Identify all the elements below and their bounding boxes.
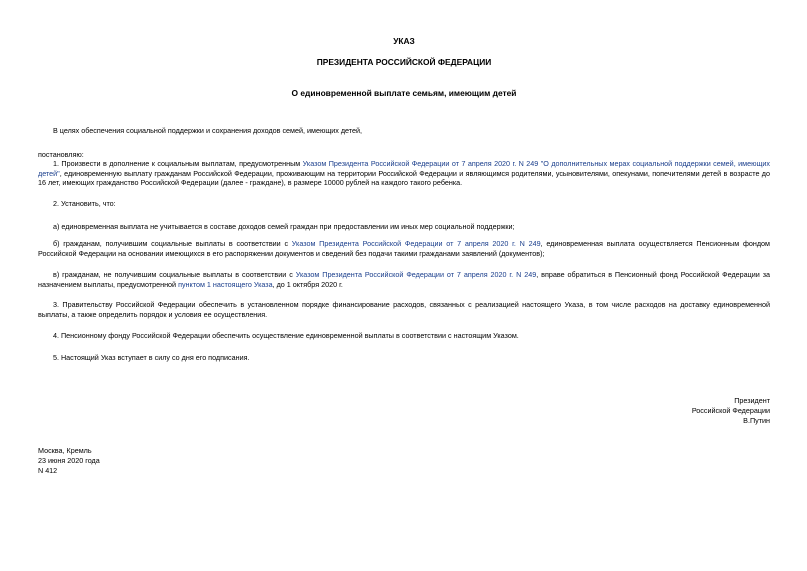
preamble: В целях обеспечения социальной поддержки и сохранения доходов семей, имеющих детей, bbox=[53, 126, 363, 135]
decree-249-link[interactable]: Указом Президента Российской Федерации от 7 апреля 2020 г. N 249 bbox=[295, 270, 537, 279]
paragraph-2: 2. Установить, что: bbox=[53, 199, 116, 208]
document-subtitle: О единовременной выплате семьям, имеющим детей bbox=[291, 88, 517, 98]
decree-249-link[interactable]: Указом Президента Российской Федерации от 7 апреля 2020 г. N 249 "О дополнительных мерах социальной поддержки семей, имеющих детей" bbox=[38, 159, 770, 178]
document-page bbox=[38, 0, 770, 571]
signature-name: В.Путин bbox=[743, 416, 770, 425]
paragraph-4: 4. Пенсионному фонду Российской Федерации обеспечить осуществление единовременной выплаты в соответствии с настоящим Указом. bbox=[53, 331, 519, 340]
place-date: 23 июня 2020 года bbox=[38, 456, 100, 465]
paragraph-5: 5. Настоящий Указ вступает в силу со дня его подписания. bbox=[53, 353, 250, 362]
paragraph-2a: а) единовременная выплата не учитывается в составе доходов семей граждан при предоставлении им иных мер социальной поддержки; bbox=[53, 222, 515, 231]
decree-249-link[interactable]: Указом Президента Российской Федерации от 7 апреля 2020 г. N 249 bbox=[291, 239, 541, 248]
decree-word: постановляю: bbox=[38, 150, 84, 159]
document-title: УКАЗ bbox=[393, 36, 415, 46]
paragraph-2c-text-c: , до 1 октября 2020 г. bbox=[272, 279, 343, 289]
paragraph-2b-text-a: б) гражданам, получившим социальные выплаты в соответствии с bbox=[53, 239, 292, 248]
paragraph-1-text-b: , единовременную выплату гражданам Российской Федерации, проживающим на территории Российской Федерации и являющимся родителями, усыновителями, опекунами, попечителями детей в возрасте до 16 лет, имеющих гражданство Российской Федерации (далее - граждане), в размере 10000 рублей на каждого такого ребенка. bbox=[38, 168, 770, 188]
signature-title: Президент bbox=[734, 396, 770, 405]
point-1-link[interactable]: пунктом 1 настоящего Указа bbox=[178, 279, 273, 289]
paragraph-1 bbox=[38, 159, 770, 188]
signature-country: Российской Федерации bbox=[691, 406, 770, 415]
document-issuer: ПРЕЗИДЕНТА РОССИЙСКОЙ ФЕДЕРАЦИИ bbox=[316, 57, 492, 67]
paragraph-2c bbox=[38, 270, 770, 289]
paragraph-2b-text-b: , единовременная выплата осуществляется Пенсионным фондом Российской Федерации на основании имеющихся в его распоряжении документов и сведений без подачи такими гражданами заявлений (документов); bbox=[38, 239, 770, 258]
decree-number: N 412 bbox=[38, 466, 58, 475]
paragraph-1-text-a: 1. Произвести в дополнение к социальным выплатам, предусмотренным bbox=[53, 159, 303, 168]
paragraph-2b bbox=[38, 239, 770, 258]
place-location: Москва, Кремль bbox=[38, 446, 92, 455]
paragraph-2c-text-b: , вправе обратиться в Пенсионный фонд Российской Федерации за назначением выплаты, предусмотренной bbox=[38, 270, 771, 289]
paragraph-2c-text-a: в) гражданам, не получившим социальные выплаты в соответствии с bbox=[53, 270, 296, 279]
paragraph-3: 3. Правительству Российской Федерации обеспечить в установленном порядке финансирование расходов, связанных с реализацией настоящего Указа, в том числе расходов на доставку единовременной выплаты, а также определить порядок и условия ее осуществления. bbox=[38, 300, 770, 319]
